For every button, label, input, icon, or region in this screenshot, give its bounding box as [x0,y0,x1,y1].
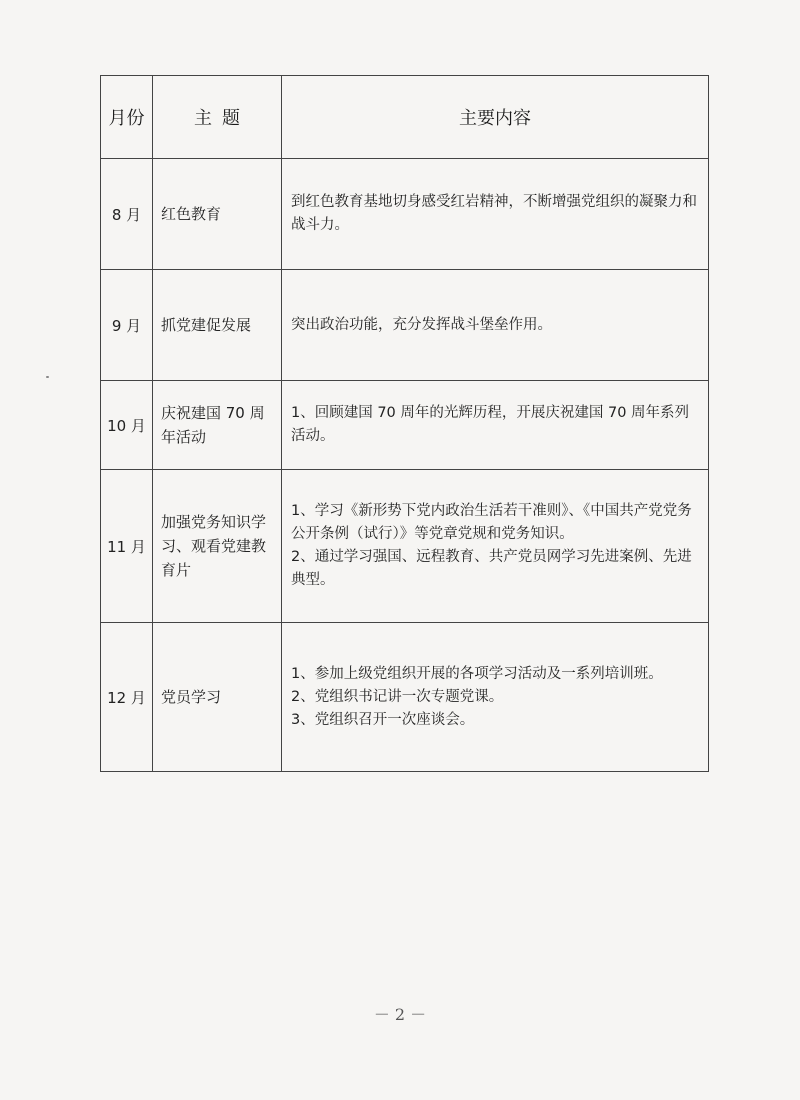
header-theme: 主 题 [153,76,282,159]
theme-cell: 加强党务知识学习、观看党建教育片 [153,470,282,623]
table-row [101,381,709,470]
content-line: 2、党组织书记讲一次专题党课。 [291,688,504,705]
content-cell [282,623,709,772]
content-line: 1、回顾建国 70 周年的光辉历程，开展庆祝建国 70 周年系列活动。 [291,405,690,444]
content-line: 2、通过学习强国、远程教育、共产党员网学习先进案例、先进典型。 [291,549,692,588]
month-cell: 8 月 [101,159,153,270]
table-row [101,270,709,381]
content-line: 到红色教育基地切身感受红岩精神，不断增强党组织的凝聚力和战斗力。 [291,194,697,233]
content-line: 突出政治功能，充分发挥战斗堡垒作用。 [291,316,552,333]
table-row [101,470,709,623]
content-line: 1、学习《新形势下党内政治生活若干准则》、《中国共产党党务公开条例（试行）》等党章党规和党务知识。 [291,503,692,542]
table-row [101,623,709,772]
theme-cell: 红色教育 [153,159,282,270]
table-header-row [101,76,709,159]
header-content: 主要内容 [282,76,709,159]
table-row [101,159,709,270]
month-cell: 10 月 [101,381,153,470]
content-line: 3、党组织召开一次座谈会。 [291,711,475,728]
theme-cell: 党员学习 [153,623,282,772]
scan-speck [46,376,49,378]
content-line: 1、参加上级党组织开展的各项学习活动及一系列培训班。 [291,665,663,682]
month-cell: 12 月 [101,623,153,772]
theme-cell: 抓党建促发展 [153,270,282,381]
content-cell [282,159,709,270]
header-month: 月份 [101,76,153,159]
content-cell [282,381,709,470]
content-cell [282,470,709,623]
schedule-table [100,75,709,772]
page-number: － 2 － [373,1005,427,1024]
month-cell: 11 月 [101,470,153,623]
content-cell [282,270,709,381]
theme-cell: 庆祝建国 70 周年活动 [153,381,282,470]
month-cell: 9 月 [101,270,153,381]
